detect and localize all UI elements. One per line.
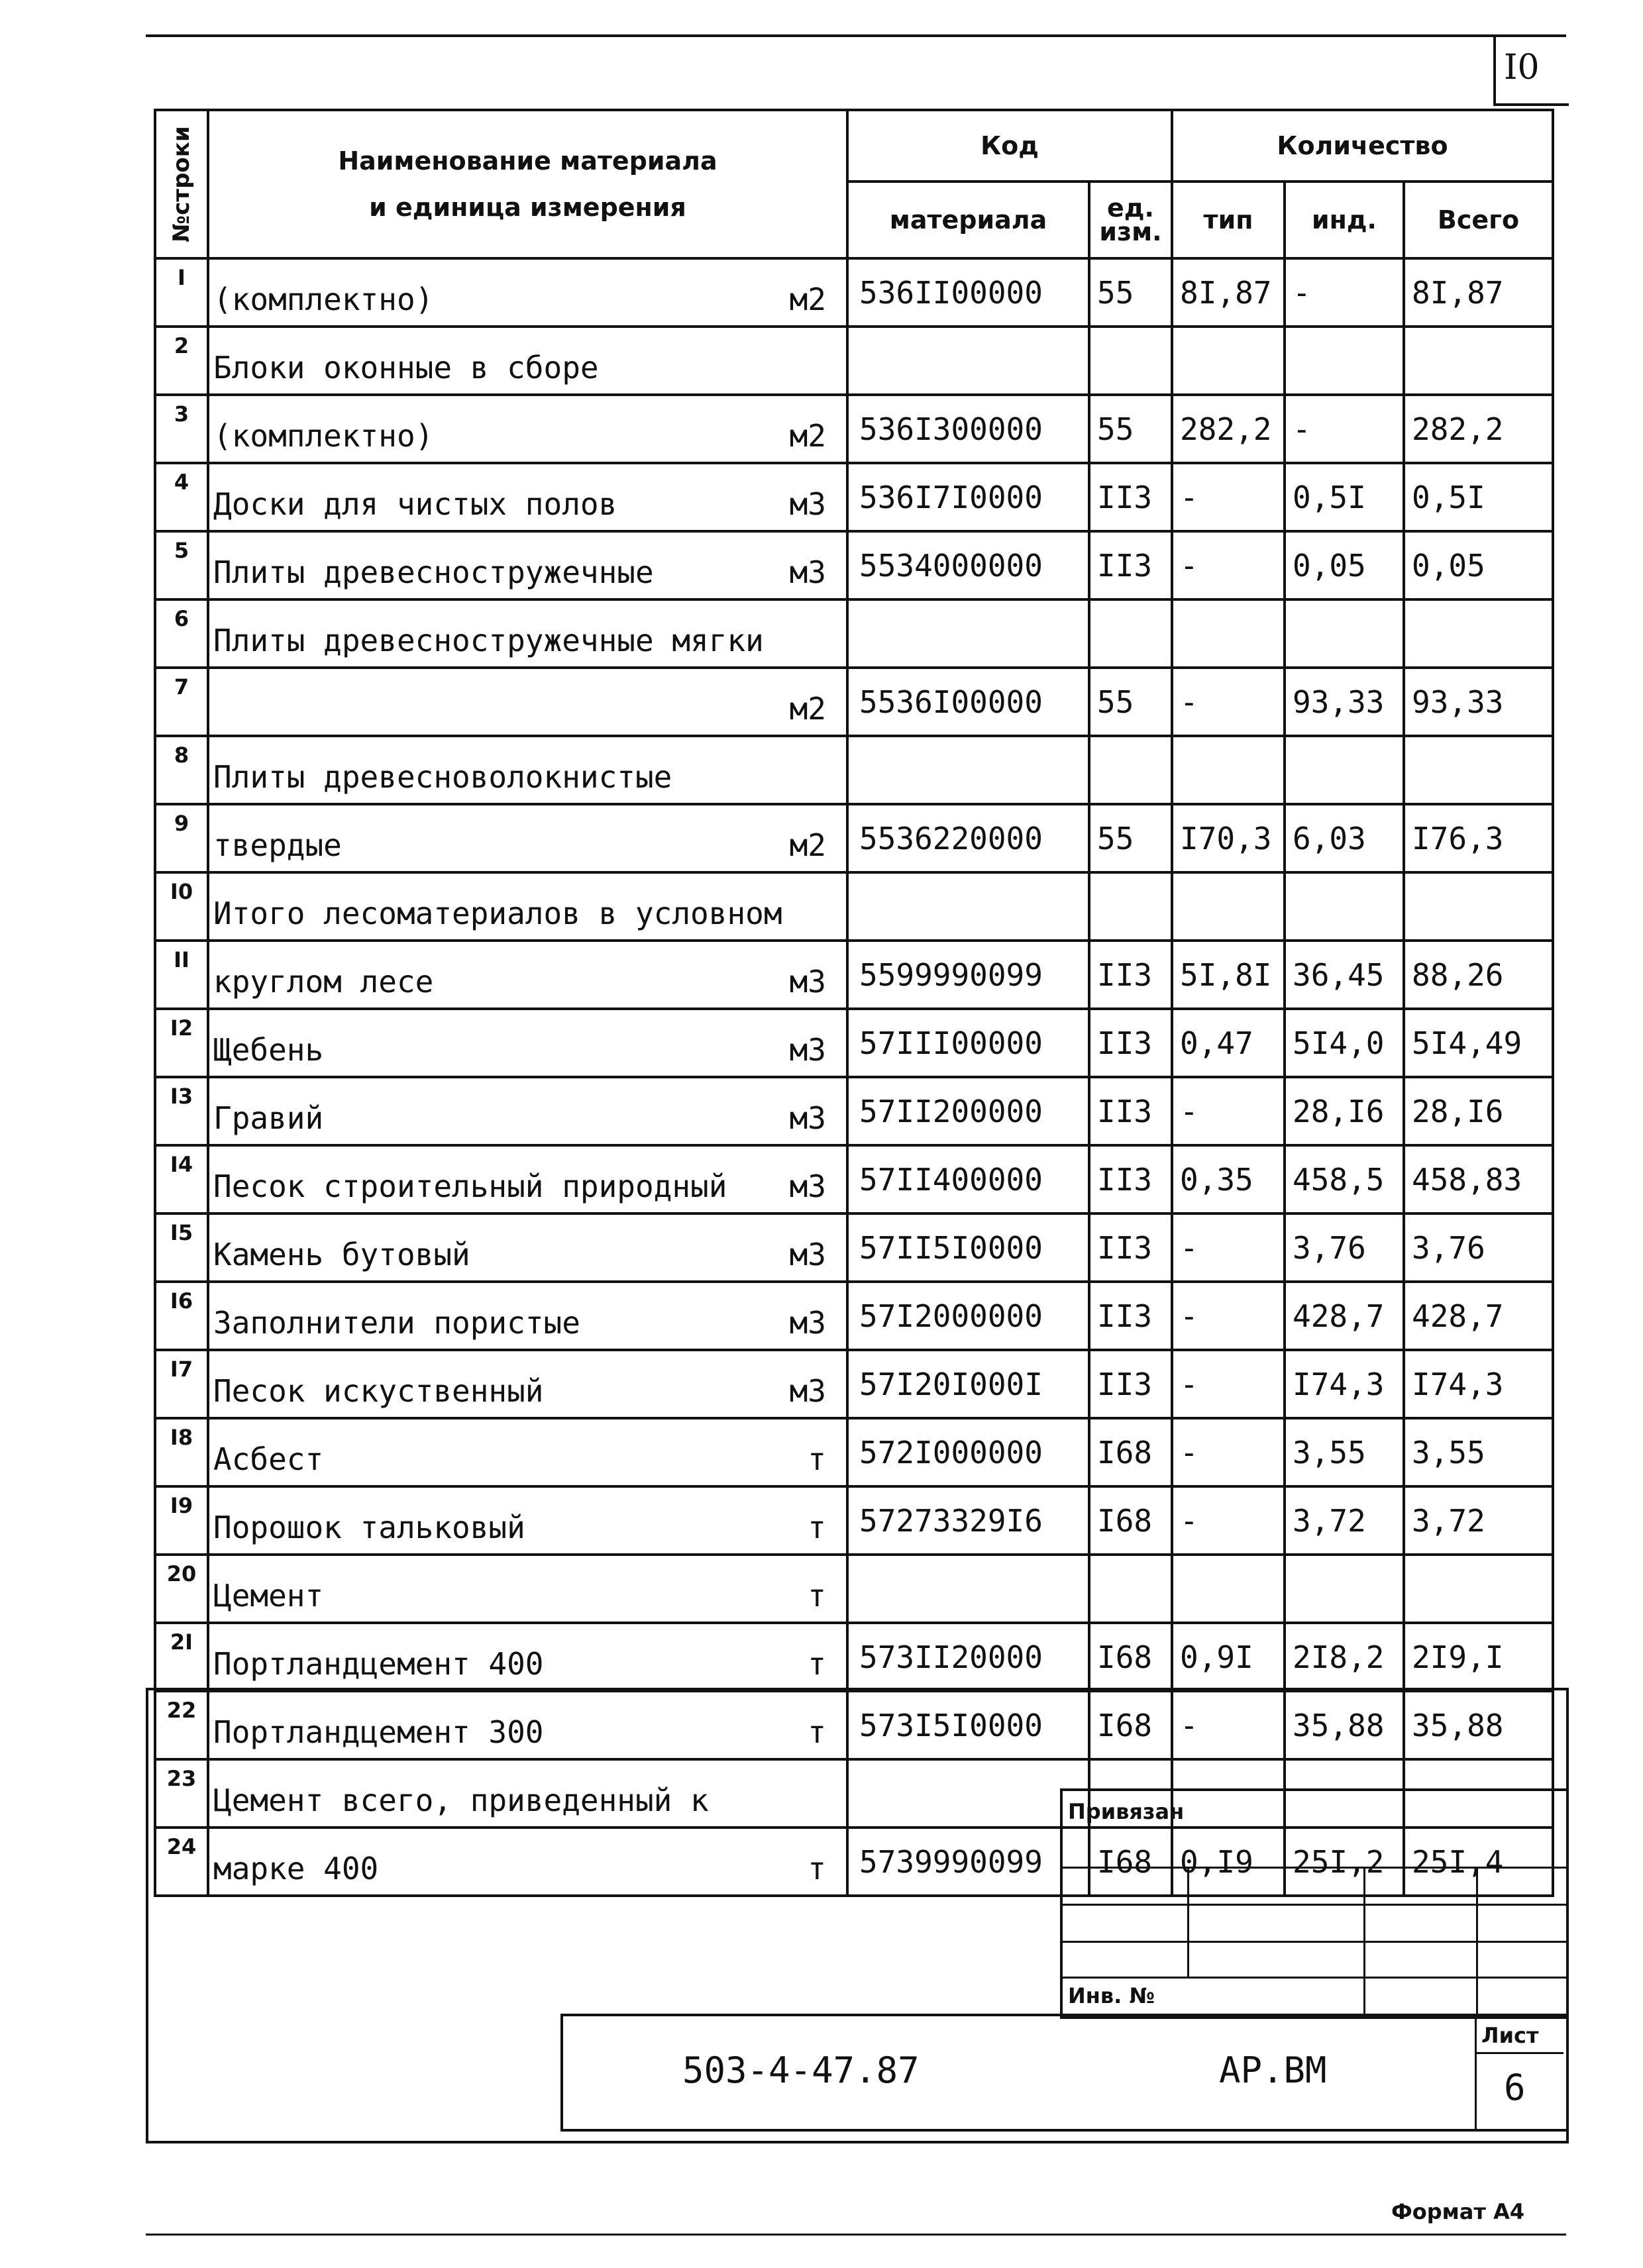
- unit-code: 55: [1089, 395, 1172, 463]
- material-name-cell: [208, 1145, 847, 1213]
- unit: м3: [789, 486, 826, 522]
- row-number-header: №строки: [155, 110, 208, 258]
- row-number: 4: [155, 463, 208, 531]
- unit: м3: [789, 1168, 826, 1204]
- material-name-cell: [208, 1282, 847, 1350]
- material-name-cell: [208, 327, 847, 395]
- qty-ind: 458,5: [1285, 1145, 1404, 1213]
- qty-ind: 93,33: [1285, 668, 1404, 736]
- qty-total: 0,05: [1404, 531, 1553, 599]
- type-header: тип: [1172, 181, 1285, 258]
- unit-code: I68: [1089, 1486, 1172, 1555]
- qty-type: 282,2: [1172, 395, 1285, 463]
- qty-type: I70,3: [1172, 804, 1285, 872]
- material-code: 57273329I6: [847, 1486, 1089, 1555]
- table-row: [155, 1555, 1553, 1623]
- qty-ind: 3,55: [1285, 1418, 1404, 1486]
- unit-code: 55: [1089, 668, 1172, 736]
- material-name: (комплектно): [213, 418, 434, 454]
- row-number: I: [155, 258, 208, 327]
- unit: т: [808, 1441, 826, 1477]
- document-code: 503-4-47.87: [682, 2049, 920, 2091]
- row-number: I0: [155, 872, 208, 941]
- row-number: 23: [155, 1759, 208, 1828]
- unit-code-header: ед. изм.: [1089, 181, 1172, 258]
- row-number: 6: [155, 599, 208, 668]
- qty-ind: 25I,2: [1285, 1828, 1404, 1896]
- qty-ind: 35,88: [1285, 1691, 1404, 1759]
- row-number: 2I: [155, 1623, 208, 1691]
- material-code: 57II200000: [847, 1077, 1089, 1145]
- qty-total: 8I,87: [1404, 258, 1553, 327]
- material-code: 5739990099: [847, 1828, 1089, 1896]
- qty-type: -: [1172, 1486, 1285, 1555]
- material-code: 57II5I0000: [847, 1213, 1089, 1282]
- material-name: Блоки оконные в сборе: [213, 350, 599, 386]
- document-mark: АР.ВМ: [1219, 2049, 1327, 2091]
- qty-ind: [1285, 327, 1404, 395]
- material-name-cell: [208, 804, 847, 872]
- material-name: (комплектно): [213, 282, 434, 317]
- material-name-cell: [208, 1009, 847, 1077]
- qty-total: 3,72: [1404, 1486, 1553, 1555]
- qty-total: [1404, 1555, 1553, 1623]
- qty-ind: 36,45: [1285, 941, 1404, 1009]
- row-number: I3: [155, 1077, 208, 1145]
- qty-ind: 5I4,0: [1285, 1009, 1404, 1077]
- qty-type: -: [1172, 1691, 1285, 1759]
- unit-code: II3: [1089, 941, 1172, 1009]
- qty-ind: 0,05: [1285, 531, 1404, 599]
- material-code: [847, 599, 1089, 668]
- qty-ind: [1285, 872, 1404, 941]
- qty-ind: I74,3: [1285, 1350, 1404, 1418]
- unit-code: [1089, 327, 1172, 395]
- qty-total: I74,3: [1404, 1350, 1553, 1418]
- qty-total: [1404, 327, 1553, 395]
- qty-type: 5I,8I: [1172, 941, 1285, 1009]
- materials-table: [154, 109, 1554, 1897]
- qty-total: 88,26: [1404, 941, 1553, 1009]
- bottom-rule: [146, 2234, 1566, 2236]
- table-row: [155, 1418, 1553, 1486]
- total-header: Всего: [1404, 181, 1553, 258]
- top-frame-line: [146, 34, 1566, 37]
- material-name: Асбест: [213, 1441, 324, 1477]
- format-label: Формат А4: [1391, 2199, 1525, 2224]
- row-number: II: [155, 941, 208, 1009]
- material-name: марке 400: [213, 1851, 379, 1886]
- material-code: [847, 872, 1089, 941]
- table-row: [155, 804, 1553, 872]
- unit-code: II3: [1089, 1009, 1172, 1077]
- unit: т: [808, 1578, 826, 1614]
- material-name: Доски для чистых полов: [213, 486, 617, 522]
- row-number: 22: [155, 1691, 208, 1759]
- qty-total: 93,33: [1404, 668, 1553, 736]
- material-code: 536I7I0000: [847, 463, 1089, 531]
- material-code: [847, 327, 1089, 395]
- material-code: 573II20000: [847, 1623, 1089, 1691]
- page-number: I0: [1504, 48, 1540, 87]
- table-row: [155, 463, 1553, 531]
- sheet-number: 6: [1504, 2067, 1526, 2108]
- material-name: Песок искуственный: [213, 1373, 544, 1409]
- material-name-cell: [208, 1418, 847, 1486]
- row-number: 3: [155, 395, 208, 463]
- table-body: [155, 258, 1553, 1896]
- qty-type: [1172, 599, 1285, 668]
- qty-type: -: [1172, 1418, 1285, 1486]
- qty-total: 2I9,I: [1404, 1623, 1553, 1691]
- table-row: [155, 872, 1553, 941]
- code-header: Код: [847, 110, 1172, 181]
- material-code: 5536I00000: [847, 668, 1089, 736]
- privyazan-label: Привязан: [1068, 1799, 1185, 1824]
- material-name: Гравий: [213, 1100, 324, 1136]
- row-number: I4: [155, 1145, 208, 1213]
- qty-ind: 2I8,2: [1285, 1623, 1404, 1691]
- unit: м3: [789, 554, 826, 590]
- row-number: I9: [155, 1486, 208, 1555]
- unit-code: 55: [1089, 804, 1172, 872]
- qty-type: -: [1172, 668, 1285, 736]
- qty-total: 282,2: [1404, 395, 1553, 463]
- unit-code: [1089, 872, 1172, 941]
- material-name-cell: [208, 1350, 847, 1418]
- table-row: [155, 531, 1553, 599]
- qty-type: 8I,87: [1172, 258, 1285, 327]
- table-row: [155, 1486, 1553, 1555]
- unit-code: II3: [1089, 1282, 1172, 1350]
- material-name: твердые: [213, 827, 342, 863]
- material-name: Цемент: [213, 1578, 324, 1614]
- material-code: 572I000000: [847, 1418, 1089, 1486]
- material-name: Портландцемент 300: [213, 1714, 544, 1750]
- table-row: [155, 1009, 1553, 1077]
- qty-type: 0,47: [1172, 1009, 1285, 1077]
- unit-code: II3: [1089, 1350, 1172, 1418]
- unit-code: II3: [1089, 1145, 1172, 1213]
- qty-ind: [1285, 736, 1404, 804]
- row-number: 20: [155, 1555, 208, 1623]
- unit: м2: [789, 282, 826, 317]
- table-row: [155, 668, 1553, 736]
- material-name: Плиты древесностружечные: [213, 554, 654, 590]
- row-number: 9: [155, 804, 208, 872]
- qty-type: 0,I9: [1172, 1828, 1285, 1896]
- qty-type: -: [1172, 1350, 1285, 1418]
- table-row: [155, 327, 1553, 395]
- unit-code: II3: [1089, 1213, 1172, 1282]
- unit-code: I68: [1089, 1828, 1172, 1896]
- table-row: [155, 258, 1553, 327]
- qty-total: 25I,4: [1404, 1828, 1553, 1896]
- material-code: 5599990099: [847, 941, 1089, 1009]
- material-name-cell: [208, 1555, 847, 1623]
- unit-code: II3: [1089, 1077, 1172, 1145]
- unit-code: I68: [1089, 1691, 1172, 1759]
- qty-type: -: [1172, 1213, 1285, 1282]
- unit-code: I68: [1089, 1623, 1172, 1691]
- material-name-cell: [208, 1213, 847, 1282]
- row-number: I8: [155, 1418, 208, 1486]
- material-code-header: материала: [847, 181, 1089, 258]
- inv-no-label: Инв. №: [1068, 1983, 1155, 2008]
- qty-total: 3,55: [1404, 1418, 1553, 1486]
- material-code: 573I5I0000: [847, 1691, 1089, 1759]
- material-code: 57II400000: [847, 1145, 1089, 1213]
- material-name-cell: [208, 258, 847, 327]
- qty-type: [1172, 1555, 1285, 1623]
- material-code: 5536220000: [847, 804, 1089, 872]
- row-number: 24: [155, 1828, 208, 1896]
- unit: м3: [789, 1373, 826, 1409]
- material-code: [847, 736, 1089, 804]
- table-row: [155, 941, 1553, 1009]
- unit: м3: [789, 964, 826, 1000]
- row-number: I7: [155, 1350, 208, 1418]
- qty-ind: [1285, 1555, 1404, 1623]
- material-code: 57III00000: [847, 1009, 1089, 1077]
- qty-type: -: [1172, 1077, 1285, 1145]
- material-name: Плиты древесностружечные мягки: [213, 623, 764, 658]
- material-code: 536II00000: [847, 258, 1089, 327]
- material-name-cell: [208, 668, 847, 736]
- qty-total: 458,83: [1404, 1145, 1553, 1213]
- qty-ind: 3,72: [1285, 1486, 1404, 1555]
- material-name: Плиты древесноволокнистые: [213, 759, 672, 795]
- unit-code: 55: [1089, 258, 1172, 327]
- qty-total: [1404, 599, 1553, 668]
- qty-total: 5I4,49: [1404, 1009, 1553, 1077]
- table-row: [155, 1213, 1553, 1282]
- qty-total: [1404, 736, 1553, 804]
- unit: т: [808, 1851, 826, 1886]
- material-name-cell: [208, 599, 847, 668]
- qty-type: 0,9I: [1172, 1623, 1285, 1691]
- material-name: Песок строительный природный: [213, 1168, 727, 1204]
- row-number: 5: [155, 531, 208, 599]
- qty-type: 0,35: [1172, 1145, 1285, 1213]
- qty-ind: 28,I6: [1285, 1077, 1404, 1145]
- table-row: [155, 599, 1553, 668]
- table-row: [155, 395, 1553, 463]
- material-name: Заполнители пористые: [213, 1305, 580, 1341]
- unit: м3: [789, 1237, 826, 1272]
- material-name-cell: [208, 1486, 847, 1555]
- unit: м2: [789, 418, 826, 454]
- qty-total: I76,3: [1404, 804, 1553, 872]
- table-row: [155, 736, 1553, 804]
- material-name-cell: [208, 1077, 847, 1145]
- material-name: Камень бутовый: [213, 1237, 470, 1272]
- material-code: 5534000000: [847, 531, 1089, 599]
- qty-ind: [1285, 599, 1404, 668]
- unit-code: [1089, 1555, 1172, 1623]
- qty-ind: 3,76: [1285, 1213, 1404, 1282]
- unit-code: II3: [1089, 463, 1172, 531]
- table-row: [155, 1350, 1553, 1418]
- material-name-cell: [208, 872, 847, 941]
- material-name: круглом лесе: [213, 964, 434, 1000]
- table-row: [155, 1623, 1553, 1691]
- unit: т: [808, 1646, 826, 1682]
- row-number: I5: [155, 1213, 208, 1282]
- qty-type: -: [1172, 531, 1285, 599]
- unit: м3: [789, 1100, 826, 1136]
- row-number: 7: [155, 668, 208, 736]
- qty-ind: 6,03: [1285, 804, 1404, 872]
- material-code: 57I20I000I: [847, 1350, 1089, 1418]
- table-row: [155, 1077, 1553, 1145]
- qty-type: -: [1172, 1282, 1285, 1350]
- qty-total: 0,5I: [1404, 463, 1553, 531]
- material-name-cell: [208, 531, 847, 599]
- row-number: 8: [155, 736, 208, 804]
- row-number: 2: [155, 327, 208, 395]
- unit-code: II3: [1089, 531, 1172, 599]
- row-number: I2: [155, 1009, 208, 1077]
- material-name-cell: [208, 941, 847, 1009]
- material-name: Итого лесоматериалов в условном: [213, 896, 782, 931]
- qty-total: 428,7: [1404, 1282, 1553, 1350]
- unit: м3: [789, 1305, 826, 1341]
- material-name: Цемент всего, приведенный к: [213, 1782, 709, 1818]
- qty-total: 3,76: [1404, 1213, 1553, 1282]
- unit-code: [1089, 736, 1172, 804]
- qty-total: [1404, 872, 1553, 941]
- ind-header: инд.: [1285, 181, 1404, 258]
- unit: м2: [789, 827, 826, 863]
- material-name-cell: [208, 1623, 847, 1691]
- unit: м2: [789, 691, 826, 727]
- unit: т: [808, 1510, 826, 1545]
- material-name: Щебень: [213, 1032, 324, 1068]
- qty-type: [1172, 736, 1285, 804]
- material-name: Порошок тальковый: [213, 1510, 525, 1545]
- qty-total: 35,88: [1404, 1691, 1553, 1759]
- name-header: Наименование материала и единица измерения: [208, 110, 847, 258]
- qty-ind: 0,5I: [1285, 463, 1404, 531]
- qty-ind: 428,7: [1285, 1282, 1404, 1350]
- material-name-cell: [208, 463, 847, 531]
- qty-type: [1172, 327, 1285, 395]
- table-row: [155, 1145, 1553, 1213]
- material-name-cell: [208, 395, 847, 463]
- material-name: Портландцемент 400: [213, 1646, 544, 1682]
- unit: м3: [789, 1032, 826, 1068]
- material-code: 57I2000000: [847, 1282, 1089, 1350]
- qty-type: [1172, 872, 1285, 941]
- qty-total: 28,I6: [1404, 1077, 1553, 1145]
- qty-type: -: [1172, 463, 1285, 531]
- row-number: I6: [155, 1282, 208, 1350]
- unit-code: [1089, 599, 1172, 668]
- unit-code: I68: [1089, 1418, 1172, 1486]
- material-code: [847, 1555, 1089, 1623]
- quantity-header: Количество: [1172, 110, 1553, 181]
- table-row: [155, 1282, 1553, 1350]
- material-name-cell: [208, 736, 847, 804]
- unit: т: [808, 1714, 826, 1750]
- qty-ind: -: [1285, 258, 1404, 327]
- sheet-label: Лист: [1481, 2023, 1539, 2048]
- material-code: 536I300000: [847, 395, 1089, 463]
- qty-ind: -: [1285, 395, 1404, 463]
